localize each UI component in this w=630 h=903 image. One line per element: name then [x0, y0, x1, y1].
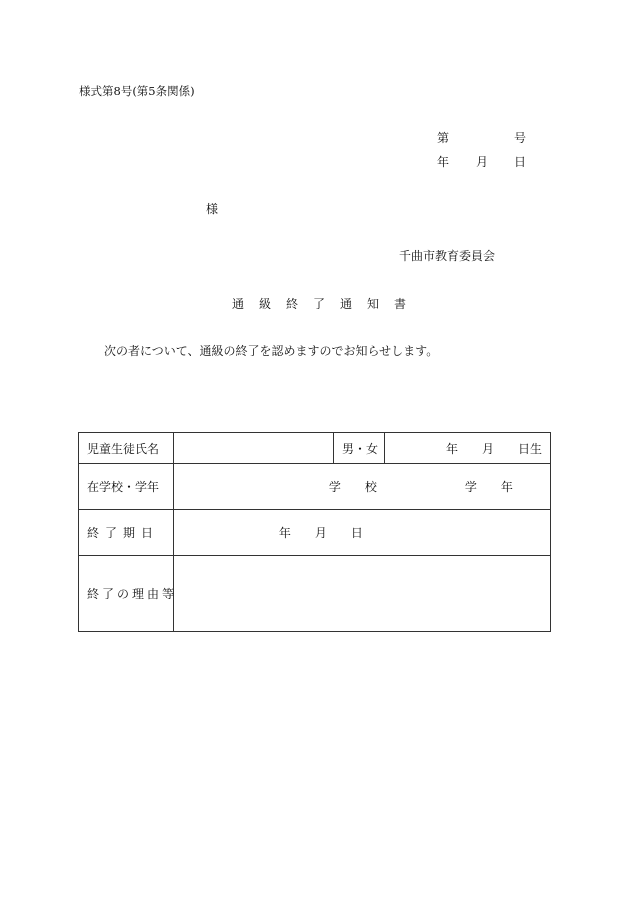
- reason-field[interactable]: [174, 556, 551, 632]
- issuer-name: 千曲市教育委員会: [399, 249, 496, 263]
- date-day-label: 日: [514, 155, 527, 169]
- end-date-label: 終了期日: [79, 510, 174, 556]
- reason-label: 終了の理由等: [79, 556, 174, 632]
- form-number: 様式第8号(第5条関係): [79, 84, 195, 98]
- student-info-table: [78, 432, 551, 632]
- end-date-field[interactable]: [174, 510, 551, 556]
- date-month-label: 月: [476, 155, 489, 169]
- document-title: 通級終了通知書: [232, 297, 422, 311]
- student-name-label: 児童生徒氏名: [79, 433, 174, 464]
- document-number-suffix: 号: [514, 131, 527, 145]
- grade-unit: 学 年: [464, 480, 513, 494]
- birthdate-field[interactable]: 年 月 日生: [385, 433, 551, 464]
- recipient-honorific: 様: [206, 202, 219, 216]
- table-row-reason: [79, 556, 551, 632]
- body-text: 次の者について、通級の終了を認めますのでお知らせします。: [104, 344, 439, 358]
- school-unit: 学 校: [328, 480, 377, 494]
- student-name-field[interactable]: [174, 433, 334, 464]
- table-row-end-date: [79, 510, 551, 556]
- end-date-units: 年 月 日: [278, 526, 363, 540]
- school-grade-label: 在学校・学年: [79, 464, 174, 510]
- school-grade-field[interactable]: [174, 464, 551, 510]
- table-row-school: [79, 464, 551, 510]
- document-number-label: 第: [437, 131, 450, 145]
- date-year-label: 年: [437, 155, 450, 169]
- table-row-name: [79, 433, 551, 464]
- gender-field[interactable]: 男・女: [334, 433, 385, 464]
